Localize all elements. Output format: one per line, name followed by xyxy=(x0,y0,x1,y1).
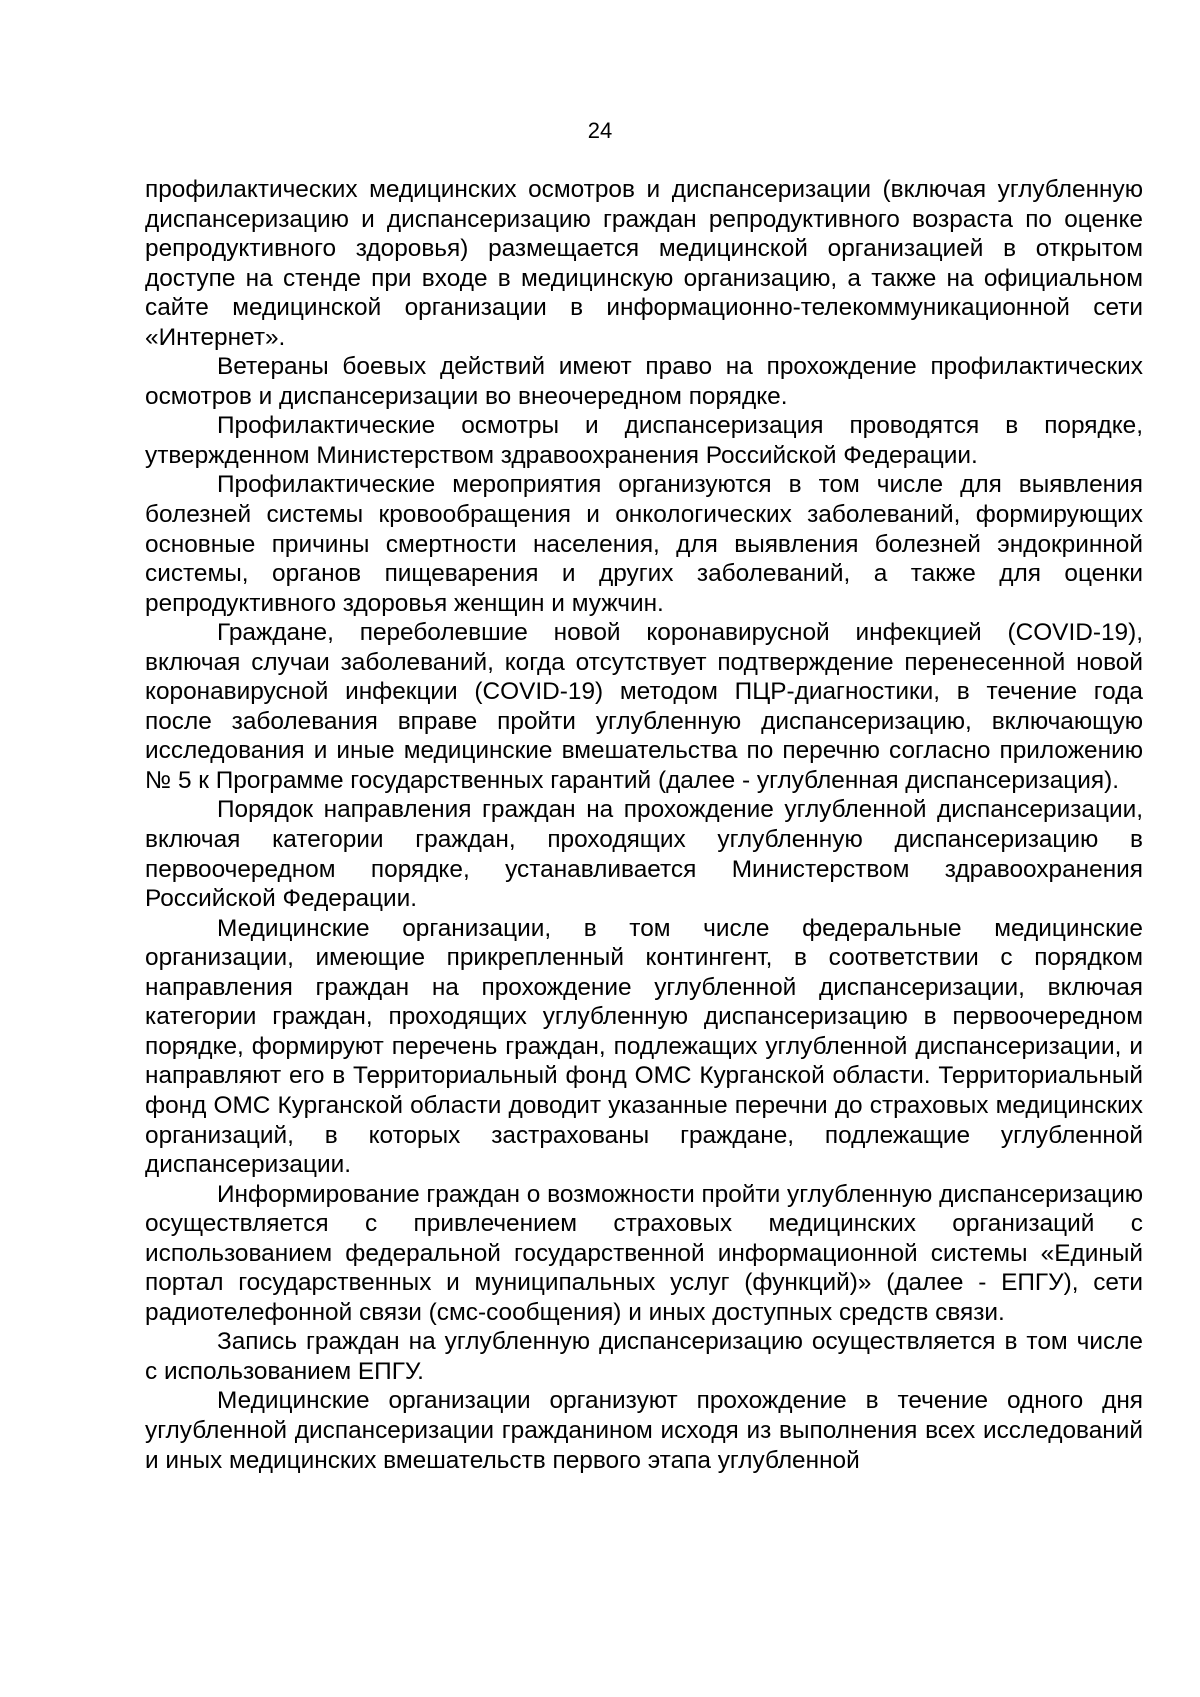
paragraph: Ветераны боевых действий имеют право на прохождение профилактических осмотров и диспансеризации во внеочередном порядке. xyxy=(145,353,1143,410)
document-body xyxy=(145,175,1143,1475)
paragraph: профилактических медицинских осмотров и диспансеризации (включая углубленную диспансеризацию и диспансеризацию граждан репродуктивного возраста по оценке репродуктивного здоровья) размещается медицинской организацией в открытом доступе на стенде при входе в медицинскую организацию, а также на официальном сайте медицинской организации в информационно-телекоммуникационной сети «Интернет». xyxy=(145,176,1143,351)
paragraph: Медицинские организации организуют прохождение в течение одного дня углубленной диспансеризации гражданином исходя из выполнения всех исследований и иных медицинских вмешательств первого этапа углубленной xyxy=(145,1387,1143,1474)
paragraph: Профилактические осмотры и диспансеризация проводятся в порядке, утвержденном Министерством здравоохранения Российской Федерации. xyxy=(145,412,1143,469)
paragraph: Информирование граждан о возможности пройти углубленную диспансеризацию осуществляется с привлечением страховых медицинских организаций с использованием федеральной государственной информационной системы «Единый портал государственных и муниципальных услуг (функций)» (далее - ЕПГУ), сети радиотелефонной связи (смс-сообщения) и иных доступных средств связи. xyxy=(145,1180,1144,1326)
paragraph: Порядок направления граждан на прохождение углубленной диспансеризации, включая категории граждан, проходящих углубленную диспансеризацию в первоочередном порядке, устанавливается Министерством здравоохранения Российской Федерации. xyxy=(145,796,1143,913)
paragraph: Профилактические мероприятия организуются в том числе для выявления болезней системы кровообращения и онкологических заболеваний, формирующих основные причины смертности населения, для выявления болезней эндокринной системы, органов пищеварения и других заболеваний, а также для оценки репродуктивного здоровья женщин и мужчин. xyxy=(145,471,1143,617)
page-number: 24 xyxy=(587,118,613,143)
paragraph: Медицинские организации, в том числе федеральные медицинские организации, имеющие прикрепленный контингент, в соответствии с порядком направления граждан на прохождение углубленной диспансеризации, включая категории граждан, проходящих углубленную диспансеризацию в первоочередном порядке, формируют перечень граждан, подлежащих углубленной диспансеризации, и направляют его в Территориальный фонд ОМС Курганской области. Территориальный фонд ОМС Курганской области доводит указанные перечни до страховых медицинских организаций, в которых застрахованы граждане, подлежащие углубленной диспансеризации. xyxy=(145,914,1143,1179)
paragraph: Запись граждан на углубленную диспансеризацию осуществляется в том числе с использованием ЕПГУ. xyxy=(145,1328,1143,1385)
paragraph: Граждане, переболевшие новой коронавирусной инфекцией (COVID-19), включая случаи заболеваний, когда отсутствует подтверждение перенесенной новой коронавирусной инфекции (COVID-19) методом ПЦР-диагностики, в течение года после заболевания вправе пройти углубленную диспансеризацию, включающую исследования и иные медицинские вмешательства по перечню согласно приложению № 5 к Программе государственных гарантий (далее - углубленная диспансеризация). xyxy=(145,619,1143,794)
